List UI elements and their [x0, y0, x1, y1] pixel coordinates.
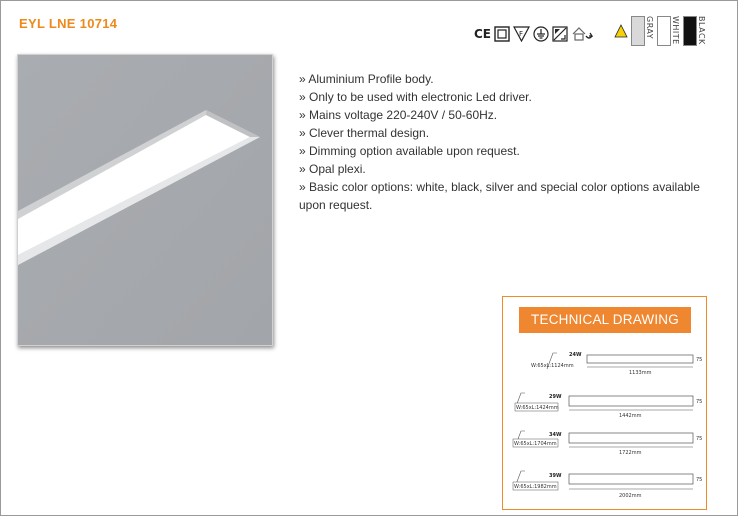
variant-length: 2002mm	[619, 493, 642, 499]
feature-item: » Dimming option available upon request.	[299, 142, 719, 160]
technical-drawing-svg	[503, 297, 708, 511]
certification-icons	[474, 24, 593, 44]
feature-item: » Opal plexi.	[299, 160, 719, 178]
drawing-variant-29w	[515, 393, 702, 419]
variant-length: 1442mm	[619, 413, 642, 419]
product-photo	[17, 54, 273, 346]
white-swatch-label: WHITE	[671, 16, 680, 45]
variant-cutout: W:65xL:1982mm	[514, 484, 557, 490]
drawing-variant-24w	[531, 352, 702, 376]
technical-drawing-title: TECHNICAL DRAWING	[519, 307, 691, 333]
variant-height: 75	[696, 477, 703, 483]
ce-mark-icon: CE	[474, 27, 492, 41]
variant-cutout: W:65xL:1424mm	[516, 405, 559, 411]
black-swatch-box	[683, 16, 697, 46]
color-swatch-gray	[631, 16, 654, 46]
feature-item: » Only to be used with electronic Led driver.	[299, 88, 719, 106]
color-swatch-white	[657, 16, 680, 46]
product-title: EYL LNE 10714	[19, 16, 118, 31]
color-swatch-black	[683, 16, 706, 46]
ip-rating-icon	[552, 25, 568, 43]
f-mark-icon	[513, 25, 530, 43]
f-mark-letter: F	[519, 30, 524, 38]
feature-item: » Mains voltage 220-240V / 50-60Hz.	[299, 106, 719, 124]
variant-cutout: W:65xL:1124mm	[531, 363, 574, 369]
gray-swatch-label: GRAY	[645, 16, 654, 40]
variant-cutout: W:65xL:1704mm	[514, 441, 557, 447]
lamp-warning-icon	[614, 24, 628, 38]
variant-length: 1133mm	[629, 370, 652, 376]
color-options	[614, 16, 706, 46]
drawing-variant-34w	[513, 431, 702, 456]
white-swatch-box	[657, 16, 671, 46]
gray-swatch-box	[631, 16, 645, 46]
variant-power: 29W	[549, 394, 562, 400]
feature-item: » Clever thermal design.	[299, 124, 719, 142]
earth-icon	[533, 25, 549, 43]
variant-length: 1722mm	[619, 450, 642, 456]
feature-item: » Basic color options: white, black, silver and special color options available upon request.	[299, 178, 719, 214]
variant-power: 24W	[569, 352, 582, 358]
variant-height: 75	[696, 399, 703, 405]
weee-icon	[571, 25, 593, 43]
variant-height: 75	[696, 436, 703, 442]
feature-list	[299, 70, 719, 214]
technical-drawing-panel	[502, 296, 707, 510]
black-swatch-label: BLACK	[697, 16, 706, 45]
variant-height: 75	[696, 357, 703, 363]
drawing-variant-39w	[513, 471, 702, 499]
variant-power: 34W	[549, 432, 562, 438]
class-2-icon	[494, 25, 510, 43]
led-profile-illustration	[18, 55, 273, 346]
variant-power: 39W	[549, 473, 562, 479]
feature-item: » Aluminium Profile body.	[299, 70, 719, 88]
